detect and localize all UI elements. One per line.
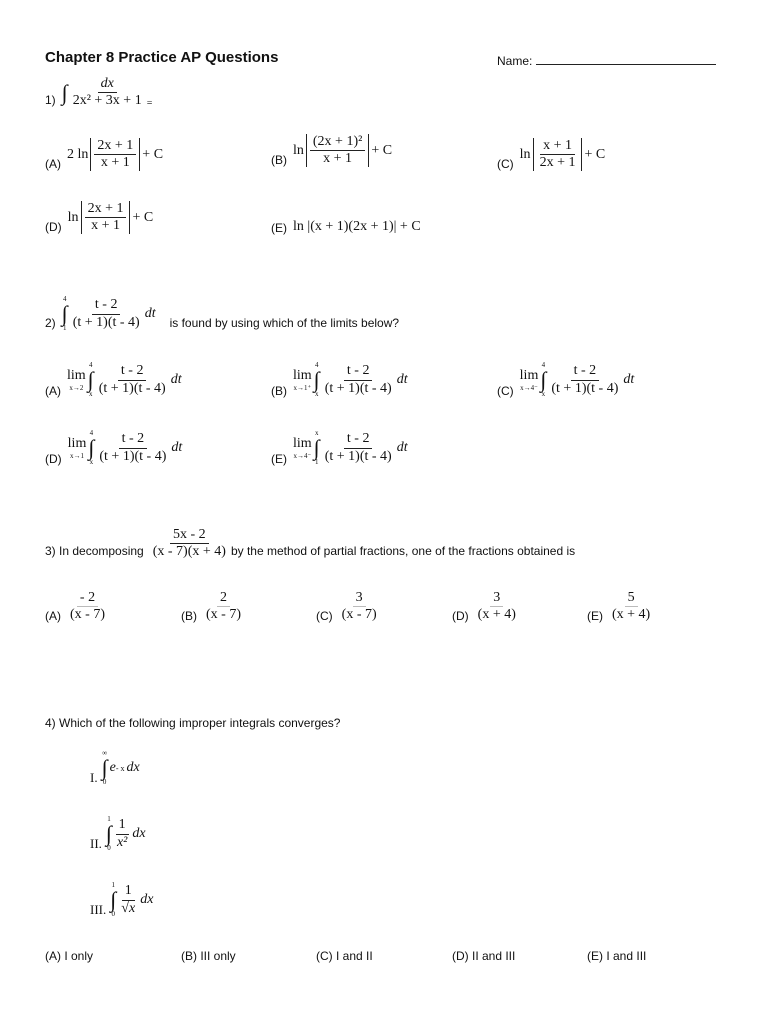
q2-den: (t + 1)(t - 4) xyxy=(72,314,140,330)
option-label: (A) xyxy=(45,384,61,398)
name-blank-line[interactable] xyxy=(536,52,716,65)
lim-text: lim xyxy=(293,367,312,383)
option-num: t - 2 xyxy=(571,363,600,380)
integral-sign: ∫ xyxy=(88,435,95,460)
q2-option-a[interactable] xyxy=(45,362,182,398)
option-num: t - 2 xyxy=(118,363,147,380)
q3-option-d[interactable] xyxy=(452,590,519,623)
option-label: (E) xyxy=(271,452,287,466)
dx: dx xyxy=(126,760,140,775)
lim-sub: x→1⁺ xyxy=(293,383,312,392)
q1-integrand-den: 2x² + 3x + 1 xyxy=(72,93,142,109)
option-label: (C) xyxy=(316,609,333,624)
option-den: (t + 1)(t - 4) xyxy=(98,380,166,396)
option-label: (D) xyxy=(45,452,62,466)
upper-bound: 4 xyxy=(62,295,67,303)
option-num: x + 1 xyxy=(540,138,575,155)
lower-bound: 0 xyxy=(111,910,116,918)
page-title: Chapter 8 Practice AP Questions xyxy=(45,49,279,66)
q4-item-1 xyxy=(90,750,140,786)
q2-option-b[interactable] xyxy=(271,362,408,398)
option-label: (C) xyxy=(497,157,514,172)
lim-text: lim xyxy=(67,435,87,451)
upper-bound: 4 xyxy=(314,361,319,369)
option-den: (x - 7) xyxy=(70,607,105,623)
option-den: (t + 1)(t - 4) xyxy=(99,448,167,464)
upper-bound: 1 xyxy=(107,815,111,823)
option-coef: ln xyxy=(67,209,79,225)
upper-bound: 4 xyxy=(89,429,94,437)
roman-numeral: I. xyxy=(90,770,98,785)
fraction-num: 1 xyxy=(122,883,135,900)
option-expr: ln |(x + 1)(2x + 1)| + C xyxy=(293,219,421,234)
q1-option-a[interactable] xyxy=(45,138,163,171)
roman-numeral: II. xyxy=(90,836,102,851)
q1-equals: = xyxy=(146,98,153,110)
lim-sub: x→2 xyxy=(69,383,84,392)
q1-stem xyxy=(45,76,152,109)
integral-sign: ∫ xyxy=(61,79,68,105)
q1-option-e[interactable] xyxy=(271,219,421,235)
roman-numeral: III. xyxy=(90,902,107,917)
q3-option-e[interactable] xyxy=(587,590,653,623)
lim-sub: x→4⁻ xyxy=(293,451,312,460)
option-num: - 2 xyxy=(77,590,98,607)
q2-dt: dt xyxy=(144,306,156,321)
option-den: (x + 4) xyxy=(612,607,651,623)
dx: dx xyxy=(140,892,154,907)
upper-bound: ∞ xyxy=(102,749,108,757)
lower-bound: 1 xyxy=(62,324,67,332)
q2-option-e[interactable] xyxy=(271,430,408,466)
q3-option-a[interactable] xyxy=(45,590,108,623)
q4-answer-a[interactable]: (A) I only xyxy=(45,949,94,963)
option-num: 2x + 1 xyxy=(94,138,136,155)
exp-power: - x xyxy=(115,763,125,773)
option-num: t - 2 xyxy=(344,363,373,380)
option-num: 2 xyxy=(217,590,230,607)
fraction-den: √x xyxy=(121,900,136,916)
upper-bound: x xyxy=(314,429,319,437)
option-dt: dt xyxy=(396,372,408,387)
option-label: (B) xyxy=(271,384,287,398)
q1-option-c[interactable] xyxy=(497,138,605,171)
option-label: (B) xyxy=(271,153,287,168)
name-field[interactable] xyxy=(497,52,716,68)
upper-bound: 1 xyxy=(111,881,116,889)
option-num: (2x + 1)² xyxy=(310,134,365,151)
q1-number: 1) xyxy=(45,93,56,108)
lim-sub: x→1 xyxy=(70,451,84,460)
option-dt: dt xyxy=(171,440,183,455)
option-den: x + 1 xyxy=(323,151,353,167)
q3-prefix: 3) In decomposing xyxy=(45,544,144,559)
q4-item-3 xyxy=(90,882,153,918)
option-num: 3 xyxy=(490,590,503,607)
fraction-num: 1 xyxy=(116,817,129,834)
option-label: (D) xyxy=(452,609,469,624)
option-label: (B) xyxy=(181,609,197,624)
option-dt: dt xyxy=(396,440,408,455)
option-coef: ln xyxy=(293,142,304,158)
upper-bound: 4 xyxy=(541,361,546,369)
option-tail: + C xyxy=(371,142,393,158)
q4-item-2 xyxy=(90,816,146,852)
integral-sign: ∫ xyxy=(61,301,68,326)
q3-suffix: by the method of partial fractions, one of the fractions obtained is xyxy=(230,544,576,559)
exp-base: e xyxy=(109,760,116,775)
option-tail: + C xyxy=(584,146,606,162)
lim-text: lim xyxy=(519,367,539,383)
option-coef: 2 ln xyxy=(67,146,89,162)
q1-integrand-num: dx xyxy=(98,76,117,93)
integral-sign: ∫ xyxy=(313,367,320,392)
dx: dx xyxy=(132,826,146,841)
lower-bound: x xyxy=(314,390,319,398)
fraction-den: x² xyxy=(116,834,128,850)
q2-option-d[interactable] xyxy=(45,430,182,466)
integral-sign: ∫ xyxy=(110,887,117,912)
option-den: (x + 4) xyxy=(477,607,516,623)
q4-answer-c[interactable]: (C) I and II xyxy=(316,949,373,963)
q3-stem xyxy=(45,527,575,560)
q2-num: t - 2 xyxy=(92,297,121,314)
option-den: (x - 7) xyxy=(341,607,377,623)
lower-bound: 1 xyxy=(314,458,319,466)
q2-stem xyxy=(45,296,399,332)
q4-answer-e[interactable]: (E) I and III xyxy=(587,949,647,963)
q2-option-c[interactable] xyxy=(497,362,634,398)
option-num: 2x + 1 xyxy=(85,201,127,218)
option-den: (t + 1)(t - 4) xyxy=(324,448,392,464)
q4-answer-b[interactable]: (B) III only xyxy=(181,949,236,963)
option-label: (A) xyxy=(45,157,61,172)
integral-sign: ∫ xyxy=(87,367,94,392)
lim-text: lim xyxy=(293,435,312,451)
q3-num: 5x - 2 xyxy=(170,527,209,544)
q4-answer-d[interactable]: (D) II and III xyxy=(452,949,516,963)
option-den: 2x + 1 xyxy=(539,155,576,171)
q2-number: 2) xyxy=(45,316,56,330)
option-num: t - 2 xyxy=(119,431,148,448)
integral-sign: ∫ xyxy=(105,821,112,846)
q3-option-c[interactable] xyxy=(316,590,380,623)
option-tail: + C xyxy=(142,146,164,162)
q1-option-d[interactable] xyxy=(45,201,153,234)
integral-sign: ∫ xyxy=(540,367,547,392)
q4-prompt: 4) Which of the following improper integrals converges? xyxy=(45,716,341,730)
lower-bound: x xyxy=(89,458,94,466)
lower-bound: x xyxy=(88,390,93,398)
option-den: x + 1 xyxy=(100,155,130,171)
option-label: (C) xyxy=(497,384,514,398)
option-den: (t + 1)(t - 4) xyxy=(324,380,392,396)
option-num: 3 xyxy=(353,590,366,607)
integral-sign: ∫ xyxy=(313,435,320,460)
q3-option-b[interactable] xyxy=(181,590,244,623)
lim-text: lim xyxy=(67,367,86,383)
lower-bound: 0 xyxy=(102,778,107,786)
option-num: 5 xyxy=(625,590,638,607)
option-label: (D) xyxy=(45,220,62,235)
lim-sub: x→4⁻ xyxy=(520,383,538,392)
name-label: Name: xyxy=(497,54,533,68)
q1-option-b[interactable] xyxy=(271,134,392,167)
option-label: (A) xyxy=(45,609,61,624)
integral-sign: ∫ xyxy=(101,755,108,780)
option-label: (E) xyxy=(271,221,287,235)
q3-den: (x - 7)(x + 4) xyxy=(152,544,226,560)
option-label: (E) xyxy=(587,609,603,624)
option-num: t - 2 xyxy=(344,431,373,448)
upper-bound: 4 xyxy=(88,361,93,369)
lower-bound: x xyxy=(541,390,546,398)
option-coef: ln xyxy=(519,146,531,162)
option-tail: + C xyxy=(132,209,154,225)
option-den: x + 1 xyxy=(91,218,120,234)
option-den: (x - 7) xyxy=(206,607,241,623)
option-dt: dt xyxy=(170,372,182,387)
lower-bound: 0 xyxy=(107,844,111,852)
option-dt: dt xyxy=(623,372,635,387)
q2-prompt: is found by using which of the limits below? xyxy=(169,316,400,330)
option-den: (t + 1)(t - 4) xyxy=(551,380,619,396)
